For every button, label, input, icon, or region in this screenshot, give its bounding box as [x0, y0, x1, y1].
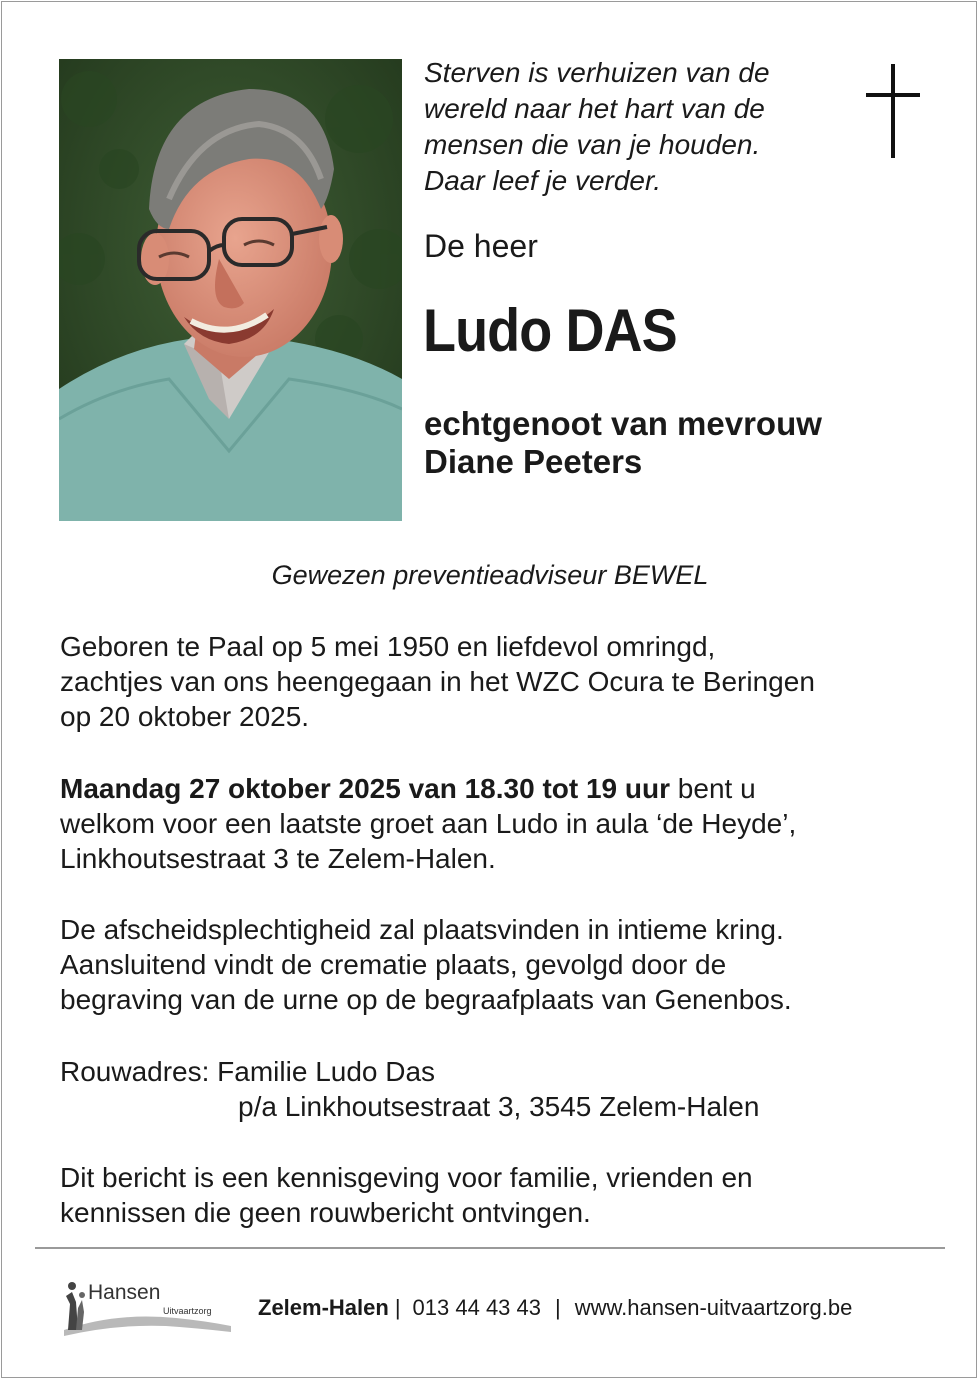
- visitation-datetime: Maandag 27 oktober 2025 van 18.30 tot 19 uur: [60, 773, 671, 804]
- address-line: Rouwadres: Familie Ludo Das: [60, 1056, 436, 1087]
- deceased-name: Ludo DAS: [423, 297, 677, 364]
- visitation-paragraph: [60, 771, 940, 876]
- text-line: welkom voor een laatste groet aan Ludo in aula ‘de Heyde’,: [60, 808, 797, 839]
- logo-name: Hansen: [88, 1281, 161, 1304]
- quote-line: mensen die van je houden.: [424, 129, 761, 160]
- spouse-info: [424, 405, 822, 481]
- website-link[interactable]: www.hansen-uitvaartzorg.be: [574, 1295, 853, 1320]
- notice-paragraph: [60, 1160, 940, 1230]
- logo-subtitle: Uitvaartzorg: [163, 1306, 212, 1316]
- birth-paragraph: [60, 629, 940, 734]
- phone-number: 013 44 43 43: [412, 1295, 542, 1320]
- quote-line: Sterven is verhuizen van de: [424, 57, 770, 88]
- visitation-text: bent u: [670, 773, 756, 804]
- text-line: [60, 771, 940, 806]
- cross-icon: [866, 64, 920, 158]
- spouse-line: Diane Peeters: [424, 443, 643, 480]
- text-line: zachtjes van ons heengegaan in het WZC Ocura te Beringen: [60, 666, 815, 697]
- address-line: p/a Linkhoutsestraat 3, 3545 Zelem-Halen: [238, 1091, 760, 1122]
- text-line: begraving van de urne op de begraafplaats van Genenbos.: [60, 984, 792, 1015]
- occupation: Gewezen preventieadviseur BEWEL: [271, 560, 709, 590]
- separator: |: [555, 1295, 561, 1320]
- quote-line: wereld naar het hart van de: [424, 93, 765, 124]
- text-line: op 20 oktober 2025.: [60, 701, 310, 732]
- contact-line: [258, 1294, 852, 1322]
- ceremony-paragraph: [60, 912, 940, 1017]
- salutation: De heer: [424, 228, 538, 264]
- portrait-photo: [59, 59, 402, 521]
- quote-line: Daar leef je verder.: [424, 165, 662, 196]
- footer-town: Zelem-Halen: [258, 1295, 389, 1320]
- text-line: kennissen die geen rouwbericht ontvingen.: [60, 1197, 591, 1228]
- footer-divider: [35, 1247, 945, 1249]
- text-line: De afscheidsplechtigheid zal plaatsvinden in intieme kring.: [60, 914, 784, 945]
- memorial-quote: [424, 55, 844, 199]
- text-line: Dit bericht is een kennisgeving voor familie, vrienden en: [60, 1162, 753, 1193]
- mourning-address: [60, 1054, 940, 1124]
- funeral-home-logo: [56, 1274, 236, 1338]
- spouse-line: echtgenoot van mevrouw: [424, 405, 822, 442]
- separator: |: [394, 1295, 401, 1320]
- text-line: Aansluitend vindt de crematie plaats, gevolgd door de: [60, 949, 727, 980]
- text-line: Linkhoutsestraat 3 te Zelem-Halen.: [60, 843, 496, 874]
- text-line: Geboren te Paal op 5 mei 1950 en liefdevol omringd,: [60, 631, 716, 662]
